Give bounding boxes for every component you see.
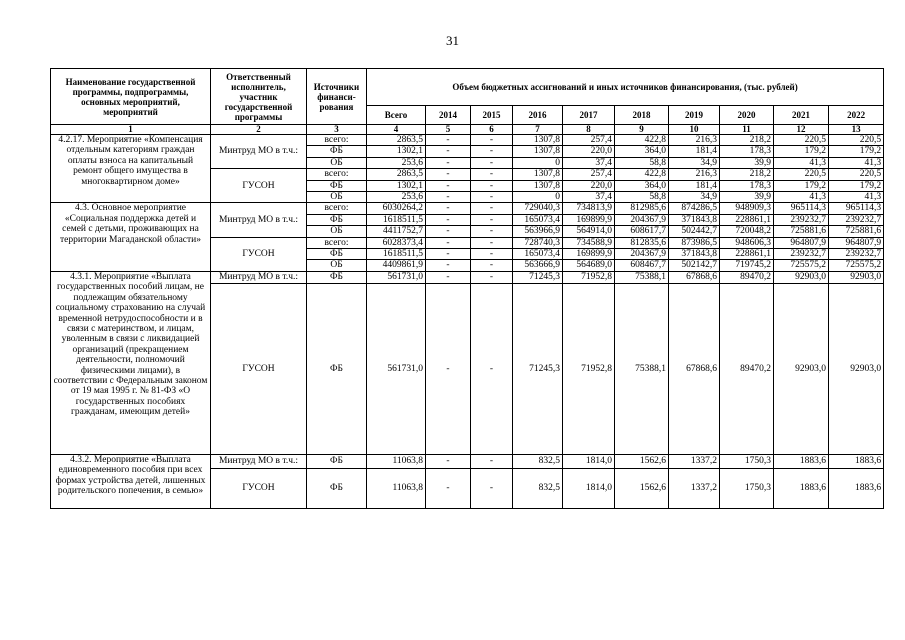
year-value-cell: - — [471, 169, 513, 180]
source-cell: ФБ — [307, 180, 367, 191]
year-value-cell: 725881,6 — [829, 226, 884, 237]
year-value-cell: 181,4 — [669, 180, 720, 191]
year-value-cell: 67868,6 — [669, 271, 720, 283]
year-value-cell: 37,4 — [563, 157, 615, 168]
year-value-cell: 364,0 — [615, 146, 669, 157]
column-number: 2 — [211, 125, 307, 135]
year-value-cell: - — [471, 180, 513, 191]
measure-name: 4.2.17. Мероприятие «Компенсация отдельным категориям граждан оплаты взноса на капитальный ремонт общего имущества в многоквартирном доме» — [51, 135, 211, 203]
column-number: 5 — [426, 125, 471, 135]
year-value-cell: 220,5 — [774, 135, 829, 146]
year-value-cell: 41,3 — [774, 157, 829, 168]
total-cell: 1302,1 — [367, 180, 426, 191]
year-value-cell: 1337,2 — [669, 468, 720, 508]
year-value-cell: 75388,1 — [615, 271, 669, 283]
header-year: 2018 — [615, 106, 669, 125]
year-value-cell: 216,3 — [669, 169, 720, 180]
total-cell: 4409861,9 — [367, 260, 426, 271]
year-value-cell: 728740,3 — [513, 237, 563, 248]
column-number-row — [51, 125, 884, 135]
year-value-cell: 178,3 — [720, 180, 774, 191]
year-value-cell: 720048,2 — [720, 226, 774, 237]
year-value-cell: 228861,1 — [720, 249, 774, 260]
year-value-cell: - — [471, 468, 513, 508]
year-value-cell: 39,9 — [720, 157, 774, 168]
year-value-cell: 422,8 — [615, 135, 669, 146]
column-number: 3 — [307, 125, 367, 135]
year-value-cell: 719745,2 — [720, 260, 774, 271]
measure-name: 4.3.2. Мероприятие «Выплата единовременного пособия при всех формах устройства детей, лишенных родительского попечения, в семью» — [51, 454, 211, 508]
source-cell: всего: — [307, 135, 367, 146]
year-value-cell: 257,4 — [563, 169, 615, 180]
year-value-cell: 169899,9 — [563, 214, 615, 225]
year-value-cell: - — [471, 157, 513, 168]
year-value-cell: - — [426, 454, 471, 468]
year-value-cell: 71245,3 — [513, 283, 563, 454]
year-value-cell: 257,4 — [563, 135, 615, 146]
year-value-cell: 204367,9 — [615, 249, 669, 260]
year-value-cell: - — [426, 237, 471, 248]
source-cell: ФБ — [307, 454, 367, 468]
year-value-cell: 1307,8 — [513, 180, 563, 191]
year-value-cell: 608617,7 — [615, 226, 669, 237]
year-value-cell: 364,0 — [615, 180, 669, 191]
year-value-cell: 181,4 — [669, 146, 720, 157]
year-value-cell: 34,9 — [669, 157, 720, 168]
total-cell: 253,6 — [367, 157, 426, 168]
year-value-cell: 165073,4 — [513, 214, 563, 225]
year-value-cell: 220,5 — [774, 169, 829, 180]
executor-cell: ГУСОН — [211, 169, 307, 203]
table-body — [51, 135, 884, 509]
year-value-cell: 371843,8 — [669, 214, 720, 225]
year-value-cell: 169899,9 — [563, 249, 615, 260]
year-value-cell: - — [426, 260, 471, 271]
source-cell: всего: — [307, 237, 367, 248]
year-value-cell: 965114,3 — [774, 203, 829, 214]
year-value-cell: 0 — [513, 157, 563, 168]
header-sources: Источники финанси-рования — [307, 69, 367, 125]
year-value-cell: 1814,0 — [563, 454, 615, 468]
year-value-cell: - — [426, 271, 471, 283]
total-cell: 6028373,4 — [367, 237, 426, 248]
year-value-cell: 204367,9 — [615, 214, 669, 225]
column-number: 9 — [615, 125, 669, 135]
year-value-cell: - — [426, 203, 471, 214]
year-value-cell: 725881,6 — [774, 226, 829, 237]
year-value-cell: - — [426, 226, 471, 237]
header-year: 2022 — [829, 106, 884, 125]
year-value-cell: 239232,7 — [774, 214, 829, 225]
year-value-cell: 179,2 — [774, 180, 829, 191]
year-value-cell: - — [426, 180, 471, 191]
year-value-cell: - — [426, 192, 471, 203]
year-value-cell: 734588,9 — [563, 237, 615, 248]
year-value-cell: 220,0 — [563, 180, 615, 191]
measure-name: 4.3.1. Мероприятие «Выплата государственных пособий лицам, не подлежащим обязательному социальному страхованию на случай временной нетрудоспособности и в связи с материнством, и лицам, уволенным в связи с ликвидацией организаций (прекращением деятельности, полномочий физическими лицами), в соответствии с Федеральным законом от 19 мая 1995 г. № 81-ФЗ «О государственных пособиях гражданам, имеющим детей» — [51, 271, 211, 454]
column-number: 4 — [367, 125, 426, 135]
year-value-cell: 71245,3 — [513, 271, 563, 283]
source-cell: ФБ — [307, 271, 367, 283]
column-number: 11 — [720, 125, 774, 135]
executor-cell: ГУСОН — [211, 237, 307, 271]
header-year: 2021 — [774, 106, 829, 125]
year-value-cell: - — [426, 468, 471, 508]
year-value-cell: 564689,0 — [563, 260, 615, 271]
source-cell: ОБ — [307, 260, 367, 271]
total-cell: 1618511,5 — [367, 249, 426, 260]
year-value-cell: 371843,8 — [669, 249, 720, 260]
header-name: Наименование государственной программы, подпрограммы, основных мероприятий, мероприятий — [51, 69, 211, 125]
total-cell: 11063,8 — [367, 468, 426, 508]
year-value-cell: - — [471, 237, 513, 248]
year-value-cell: 422,8 — [615, 169, 669, 180]
year-value-cell: 608467,7 — [615, 260, 669, 271]
year-value-cell: 725575,2 — [829, 260, 884, 271]
year-value-cell: 563666,9 — [513, 260, 563, 271]
header-year: 2015 — [471, 106, 513, 125]
header-total: Всего — [367, 106, 426, 125]
year-value-cell: 239232,7 — [774, 249, 829, 260]
year-value-cell: - — [471, 192, 513, 203]
year-value-cell: 1307,8 — [513, 169, 563, 180]
executor-cell: Минтруд МО в т.ч.: — [211, 454, 307, 468]
year-value-cell: 964807,9 — [774, 237, 829, 248]
header-year: 2019 — [669, 106, 720, 125]
header-year: 2016 — [513, 106, 563, 125]
year-value-cell: 563966,9 — [513, 226, 563, 237]
year-value-cell: 725575,2 — [774, 260, 829, 271]
year-value-cell: - — [426, 157, 471, 168]
year-value-cell: 832,5 — [513, 454, 563, 468]
year-value-cell: 92903,0 — [774, 271, 829, 283]
column-number: 6 — [471, 125, 513, 135]
budget-table — [50, 68, 884, 509]
year-value-cell: 1883,6 — [829, 454, 884, 468]
year-value-cell: 812835,6 — [615, 237, 669, 248]
year-value-cell: 965114,3 — [829, 203, 884, 214]
measure-name: 4.3. Основное мероприятие «Социальная поддержка детей и семей с детьми, проживающих на территории Магаданской области» — [51, 203, 211, 271]
total-cell: 2863,5 — [367, 169, 426, 180]
year-value-cell: 216,3 — [669, 135, 720, 146]
executor-cell: Минтруд МО в т.ч.: — [211, 135, 307, 169]
year-value-cell: 812985,6 — [615, 203, 669, 214]
year-value-cell: 564914,0 — [563, 226, 615, 237]
source-cell: ОБ — [307, 157, 367, 168]
total-cell: 1618511,5 — [367, 214, 426, 225]
year-value-cell: 1307,8 — [513, 135, 563, 146]
source-cell: ФБ — [307, 283, 367, 454]
year-value-cell: - — [471, 260, 513, 271]
column-number: 12 — [774, 125, 829, 135]
year-value-cell: 734813,9 — [563, 203, 615, 214]
executor-cell: ГУСОН — [211, 283, 307, 454]
year-value-cell: 39,9 — [720, 192, 774, 203]
total-cell: 561731,0 — [367, 271, 426, 283]
source-cell: ФБ — [307, 214, 367, 225]
year-value-cell: 1883,6 — [774, 454, 829, 468]
year-value-cell: 874286,5 — [669, 203, 720, 214]
year-value-cell: 218,2 — [720, 135, 774, 146]
year-value-cell: - — [426, 135, 471, 146]
year-value-cell: 729040,3 — [513, 203, 563, 214]
year-value-cell: 92903,0 — [829, 283, 884, 454]
year-value-cell: 948909,3 — [720, 203, 774, 214]
header-executor: Ответственный исполнитель, участник государственной программы — [211, 69, 307, 125]
table-row — [51, 454, 884, 468]
year-value-cell: 89470,2 — [720, 271, 774, 283]
year-value-cell: 948606,3 — [720, 237, 774, 248]
total-cell: 6030264,2 — [367, 203, 426, 214]
year-value-cell: - — [471, 203, 513, 214]
year-value-cell: 178,3 — [720, 146, 774, 157]
page-number: 31 — [446, 33, 459, 48]
executor-cell: Минтруд МО в т.ч.: — [211, 271, 307, 283]
year-value-cell: - — [471, 214, 513, 225]
year-value-cell: 92903,0 — [829, 271, 884, 283]
year-value-cell: - — [426, 214, 471, 225]
year-value-cell: 1750,3 — [720, 468, 774, 508]
year-value-cell: 220,5 — [829, 135, 884, 146]
year-value-cell: 832,5 — [513, 468, 563, 508]
year-value-cell: 41,3 — [829, 157, 884, 168]
year-value-cell: 179,2 — [774, 146, 829, 157]
header-year: 2014 — [426, 106, 471, 125]
year-value-cell: 228861,1 — [720, 214, 774, 225]
year-value-cell: 502442,7 — [669, 226, 720, 237]
year-value-cell: - — [471, 271, 513, 283]
year-value-cell: 58,8 — [615, 157, 669, 168]
year-value-cell: 58,8 — [615, 192, 669, 203]
year-value-cell: 75388,1 — [615, 283, 669, 454]
source-cell: всего: — [307, 169, 367, 180]
table-row — [51, 135, 884, 146]
year-value-cell: - — [426, 283, 471, 454]
year-value-cell: 0 — [513, 192, 563, 203]
executor-cell: Минтруд МО в т.ч.: — [211, 203, 307, 237]
column-number: 13 — [829, 125, 884, 135]
total-cell: 2863,5 — [367, 135, 426, 146]
year-value-cell: 1337,2 — [669, 454, 720, 468]
column-number: 10 — [669, 125, 720, 135]
year-value-cell: - — [426, 249, 471, 260]
year-value-cell: - — [471, 454, 513, 468]
year-value-cell: 1750,3 — [720, 454, 774, 468]
year-value-cell: - — [426, 146, 471, 157]
year-value-cell: 220,0 — [563, 146, 615, 157]
total-cell: 253,6 — [367, 192, 426, 203]
year-value-cell: 220,5 — [829, 169, 884, 180]
year-value-cell: 1814,0 — [563, 468, 615, 508]
year-value-cell: 67868,6 — [669, 283, 720, 454]
year-value-cell: 41,3 — [774, 192, 829, 203]
year-value-cell: - — [426, 169, 471, 180]
year-value-cell: 1883,6 — [829, 468, 884, 508]
source-cell: ФБ — [307, 468, 367, 508]
executor-cell: ГУСОН — [211, 468, 307, 508]
source-cell: ОБ — [307, 192, 367, 203]
year-value-cell: 964807,9 — [829, 237, 884, 248]
table-row — [51, 203, 884, 214]
year-value-cell: 239232,7 — [829, 249, 884, 260]
total-cell: 1302,1 — [367, 146, 426, 157]
total-cell: 561731,0 — [367, 283, 426, 454]
year-value-cell: 165073,4 — [513, 249, 563, 260]
header-volume: Объем бюджетных ассигнований и иных источников финансирования, (тыс. рублей) — [367, 69, 884, 106]
table-row — [51, 271, 884, 283]
year-value-cell: - — [471, 283, 513, 454]
year-value-cell: 92903,0 — [774, 283, 829, 454]
year-value-cell: 1883,6 — [774, 468, 829, 508]
year-value-cell: 89470,2 — [720, 283, 774, 454]
source-cell: ФБ — [307, 146, 367, 157]
total-cell: 11063,8 — [367, 454, 426, 468]
year-value-cell: 873986,5 — [669, 237, 720, 248]
year-value-cell: 1307,8 — [513, 146, 563, 157]
year-value-cell: 34,9 — [669, 192, 720, 203]
year-value-cell: - — [471, 249, 513, 260]
column-number: 7 — [513, 125, 563, 135]
year-value-cell: - — [471, 135, 513, 146]
year-value-cell: 239232,7 — [829, 214, 884, 225]
year-value-cell: - — [471, 146, 513, 157]
year-value-cell: - — [471, 226, 513, 237]
year-value-cell: 1562,6 — [615, 454, 669, 468]
year-value-cell: 71952,8 — [563, 283, 615, 454]
year-value-cell: 71952,8 — [563, 271, 615, 283]
year-value-cell: 179,2 — [829, 146, 884, 157]
source-cell: всего: — [307, 203, 367, 214]
source-cell: ОБ — [307, 226, 367, 237]
year-value-cell: 179,2 — [829, 180, 884, 191]
column-number: 8 — [563, 125, 615, 135]
year-value-cell: 41,3 — [829, 192, 884, 203]
header-year: 2017 — [563, 106, 615, 125]
column-number: 1 — [51, 125, 211, 135]
year-value-cell: 37,4 — [563, 192, 615, 203]
source-cell: ФБ — [307, 249, 367, 260]
total-cell: 4411752,7 — [367, 226, 426, 237]
header-year: 2020 — [720, 106, 774, 125]
year-value-cell: 1562,6 — [615, 468, 669, 508]
year-value-cell: 502142,7 — [669, 260, 720, 271]
year-value-cell: 218,2 — [720, 169, 774, 180]
